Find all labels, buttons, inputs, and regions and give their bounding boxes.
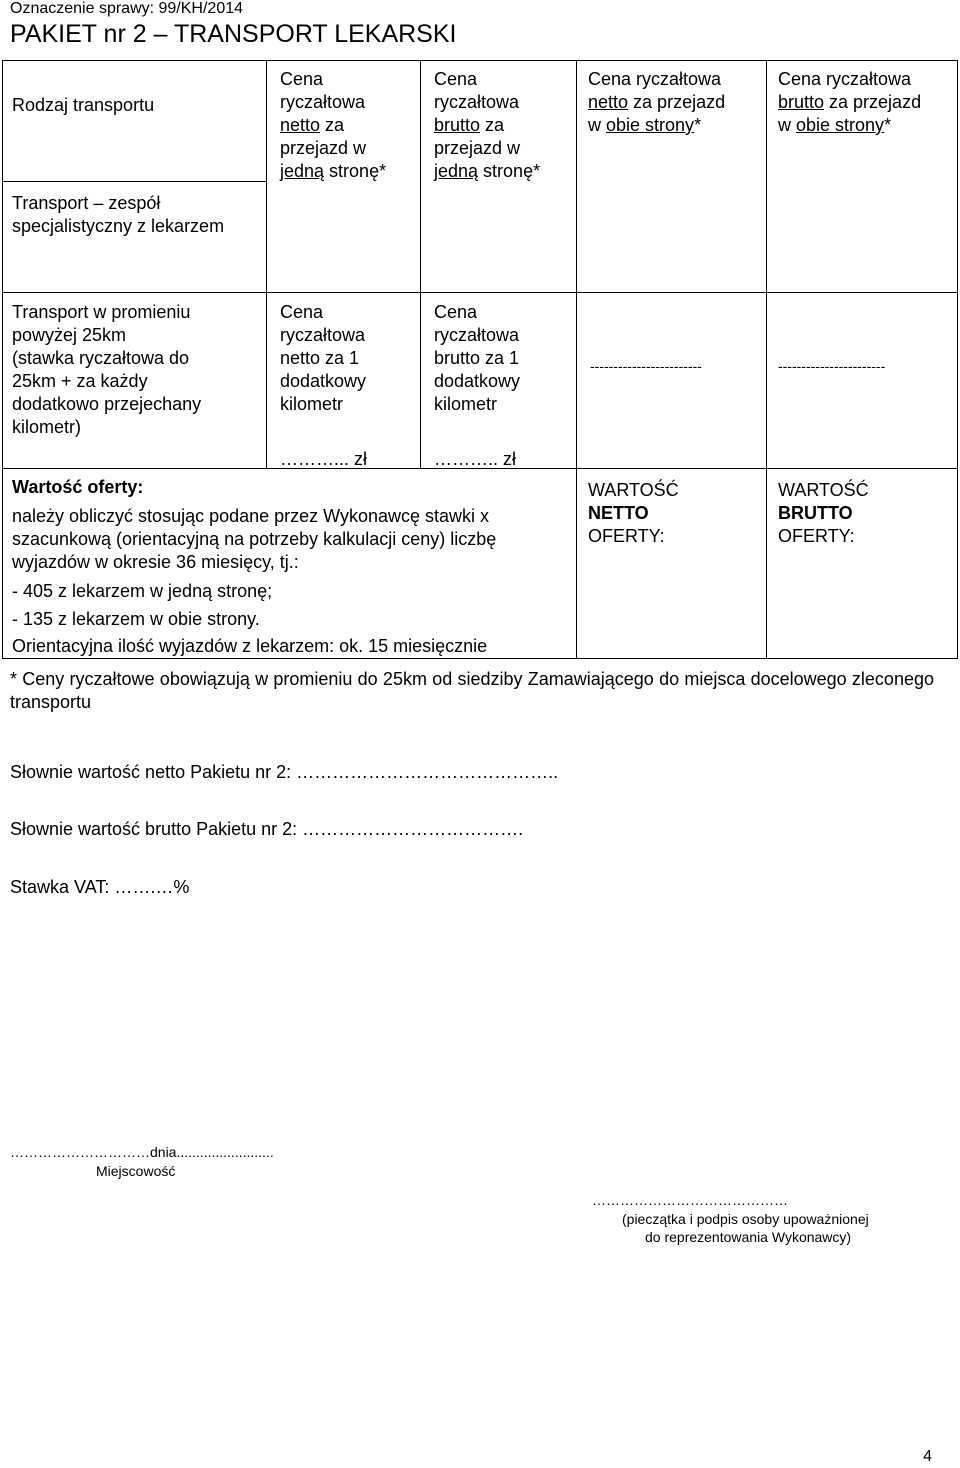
offer-value-title: Wartość oferty: <box>12 477 144 497</box>
header-brutto-one-way: Cena ryczałtowa brutto za przejazd w jedną stronę* <box>434 69 541 181</box>
package-title: PAKIET nr 2 – TRANSPORT LEKARSKI <box>10 20 457 48</box>
place-label: Miejscowość <box>96 1163 176 1179</box>
offer-netto-value-label[interactable]: WARTOŚĆ NETTO OFERTY: <box>588 480 679 546</box>
netto-per-km-label: Cena ryczałtowa netto za 1 dodatkowy kilometr <box>280 302 367 414</box>
price-footnote: * Ceny ryczałtowe obowiązują w promieniu do 25km od siedziby Zamawiającego do miejsca docelowego zleconego transportu <box>10 669 934 712</box>
offer-value-description: Wartość oferty: należy obliczyć stosując podane przez Wykonawcę stawki x szacunkową (orientacyjną na potrzeby kalkulacji ceny) liczbę wyjazdów w okresie 36 miesięcy, tj.: - 405 z lekarzem w jedną stronę; - 135 z lekarzem w obie strony. Orientacyjna ilość wyjazdów z lekarzem: ok. 15 miesięcznie <box>12 477 497 656</box>
page-number: 4 <box>923 1448 932 1465</box>
header-transport-type: Rodzaj transportu <box>12 95 155 115</box>
signature-label-1: (pieczątka i podpis osoby upoważnionej <box>622 1211 869 1227</box>
netto-per-km-value[interactable]: ………... zł <box>280 449 368 469</box>
place-date-field[interactable]: …………………………dnia......................... <box>10 1144 274 1160</box>
header-brutto-both-ways: Cena ryczałtowa brutto za przejazd w obie strony* <box>778 69 922 135</box>
row-extra-km-label: Transport w promieniu powyżej 25km (stawka ryczałtowa do 25km + za każdy dodatkowo przejechany kilometr) <box>12 302 202 437</box>
vat-rate-field[interactable]: Stawka VAT: …….…% <box>10 877 190 897</box>
netto-both-ways-dash: ------------------------ <box>590 358 702 374</box>
words-brutto-field[interactable]: Słownie wartość brutto Pakietu nr 2: ………………………………. <box>10 819 524 839</box>
signature-line[interactable]: …………………………………… <box>592 1192 788 1208</box>
header-netto-one-way: Cena ryczałtowa netto za przejazd w jedną stronę* <box>280 69 387 181</box>
case-number: Oznaczenie sprawy: 99/KH/2014 <box>10 0 244 17</box>
brutto-both-ways-dash: ----------------------- <box>778 358 886 374</box>
brutto-per-km-value[interactable]: ……….. zł <box>434 449 517 469</box>
signature-label-2: do reprezentowania Wykonawcy) <box>645 1229 852 1245</box>
row-specialist-team-label: Transport – zespół specjalistyczny z lekarzem <box>12 193 225 236</box>
words-netto-field[interactable]: Słownie wartość netto Pakietu nr 2: …………………………………….. <box>10 762 559 782</box>
offer-brutto-value-label[interactable]: WARTOŚĆ BRUTTO OFERTY: <box>778 480 869 546</box>
brutto-per-km-label: Cena ryczałtowa brutto za 1 dodatkowy kilometr <box>434 302 521 414</box>
header-netto-both-ways: Cena ryczałtowa netto za przejazd w obie strony* <box>588 69 726 135</box>
